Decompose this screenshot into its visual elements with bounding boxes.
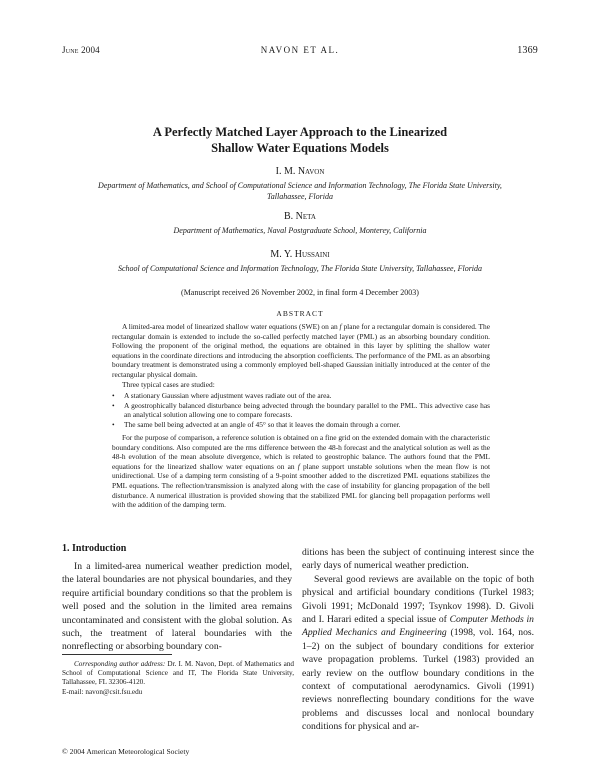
- author-affiliation: Department of Mathematics, Naval Postgraduate School, Monterey, California: [173, 226, 427, 235]
- author-name: I. M. Navon: [275, 166, 325, 177]
- running-head: NAVON ET AL.: [260, 45, 340, 55]
- abstract-paragraph: A limited-area model of linearized shallow water equations (SWE) on an f plane for a rectangular domain is considered. The rectangular domain is extended to include the so-called perfectly matched layer (PML) as an absorbing boundary condition. Following the proponent of the original method, the equations are obtained in this layer by splitting the shallow water equations in the coordinate directions and introducing the absorption coefficients. The performance of the PML as an absorbing boundary treatment is demonstrated using a commonly employed bell-shaped Gaussian initially introduced at the center of the rectangular physical domain.: [112, 322, 490, 379]
- abstract-paragraph: Three typical cases are studied:: [122, 380, 215, 389]
- paper-title: [60, 124, 540, 156]
- list-item: • A stationary Gaussian where adjustment waves radiate out of the area.: [112, 391, 332, 400]
- body-paragraph: Several good reviews are available on the topic of both physical and artificial boundary conditions (Turkel 1983; Givoli 1991; McDonald 1997; Tsynkov 1998). D. Givoli and I. Harari edited a special issue of Computer Methods in Applied Mechanics and Engineering (1998, vol. 164, nos. 1–2) on the subject of boundary conditions for exterior wave propagation problems. Turkel (1983) provided an early review on the outflow boundary conditions in the context of computational aerodynamics. Givoli (1991) reviews nonreflecting boundary conditions for the wave problems and discusses local and nonlocal boundary conditions for physical and ar-: [302, 573, 534, 733]
- case-list: [112, 391, 490, 429]
- abstract-heading: ABSTRACT: [276, 309, 324, 318]
- author-name: B. Neta: [284, 211, 316, 222]
- right-column: [302, 546, 534, 734]
- section-heading: 1. Introduction: [62, 543, 127, 554]
- manuscript-dates: (Manuscript received 26 November 2002, in final form 4 December 2003): [181, 288, 419, 297]
- author-name: M. Y. Hussaini: [270, 249, 330, 260]
- author-affiliation: School of Computational Science and Information Technology, The Florida State University, Tallahassee, Florida: [117, 264, 483, 273]
- email-address: E-mail: navon@csit.fsu.edu: [62, 687, 143, 696]
- body-paragraph: In a limited-area numerical weather prediction model, the lateral boundaries are not physical boundaries, and they require artificial boundary conditions so that the problem is well posed and the solution in the limited area remains uncontaminated and consistent with the global solution. As such, the treatment of lateral boundaries with the nonreflecting or absorbing boundary con-: [62, 561, 292, 653]
- footnote: Corresponding author address: Dr. I. M. Navon, Dept. of Mathematics and School of Computational Science and IT, The Florida State University, Tallahassee, FL 32306-4120. E-mail: navon@csit.fsu.edu: [62, 660, 295, 696]
- copyright-notice: © 2004 American Meteorological Society: [62, 747, 190, 756]
- title-line-1: A Perfectly Matched Layer Approach to the Linearized: [152, 125, 448, 139]
- author-affiliation: Department of Mathematics, and School of Computational Science and Information Technology, The Florida State University, Tallahassee, Florida: [98, 181, 502, 201]
- abstract-paragraph: For the purpose of comparison, a reference solution is obtained on a fine grid on the extended domain with the characteristic boundary conditions. Also computed are the rms difference between the 48-h forecast and the analytical solution as well as the 48-h evolution of the mean absolute divergence, which is related to geostrophic balance. The authors found that the PML equations for the linearized shallow water equations on an f plane support unstable solutions when the mean flow is not unidirectional. Use of a damping term consisting of a 9-point smoother added to the discretized PML equations stabilizes the PML equations. The reflection/transmission is analyzed along with the case of instability for glancing propagation of the bell disturbance. A numerical illustration is provided showing that the stabilized PML for glancing bell propagation performs well with the addition of the damping term.: [112, 433, 490, 510]
- list-item: • A geostrophically balanced disturbance being advected through the boundary parallel to the PML. This advective case has an analytical solution allowing one to compare forecasts.: [112, 400, 490, 420]
- page-number: 1369: [517, 45, 538, 56]
- header-date: June 2004: [62, 45, 100, 55]
- title-line-2: Shallow Water Equations Models: [211, 141, 389, 155]
- list-item: • The same bell being advected at an angle of 45° so that it leaves the domain through a corner.: [112, 419, 401, 429]
- footnote-divider: [62, 654, 172, 655]
- body-paragraph: ditions has been the subject of continuing interest since the early days of numerical weather prediction.: [302, 547, 534, 572]
